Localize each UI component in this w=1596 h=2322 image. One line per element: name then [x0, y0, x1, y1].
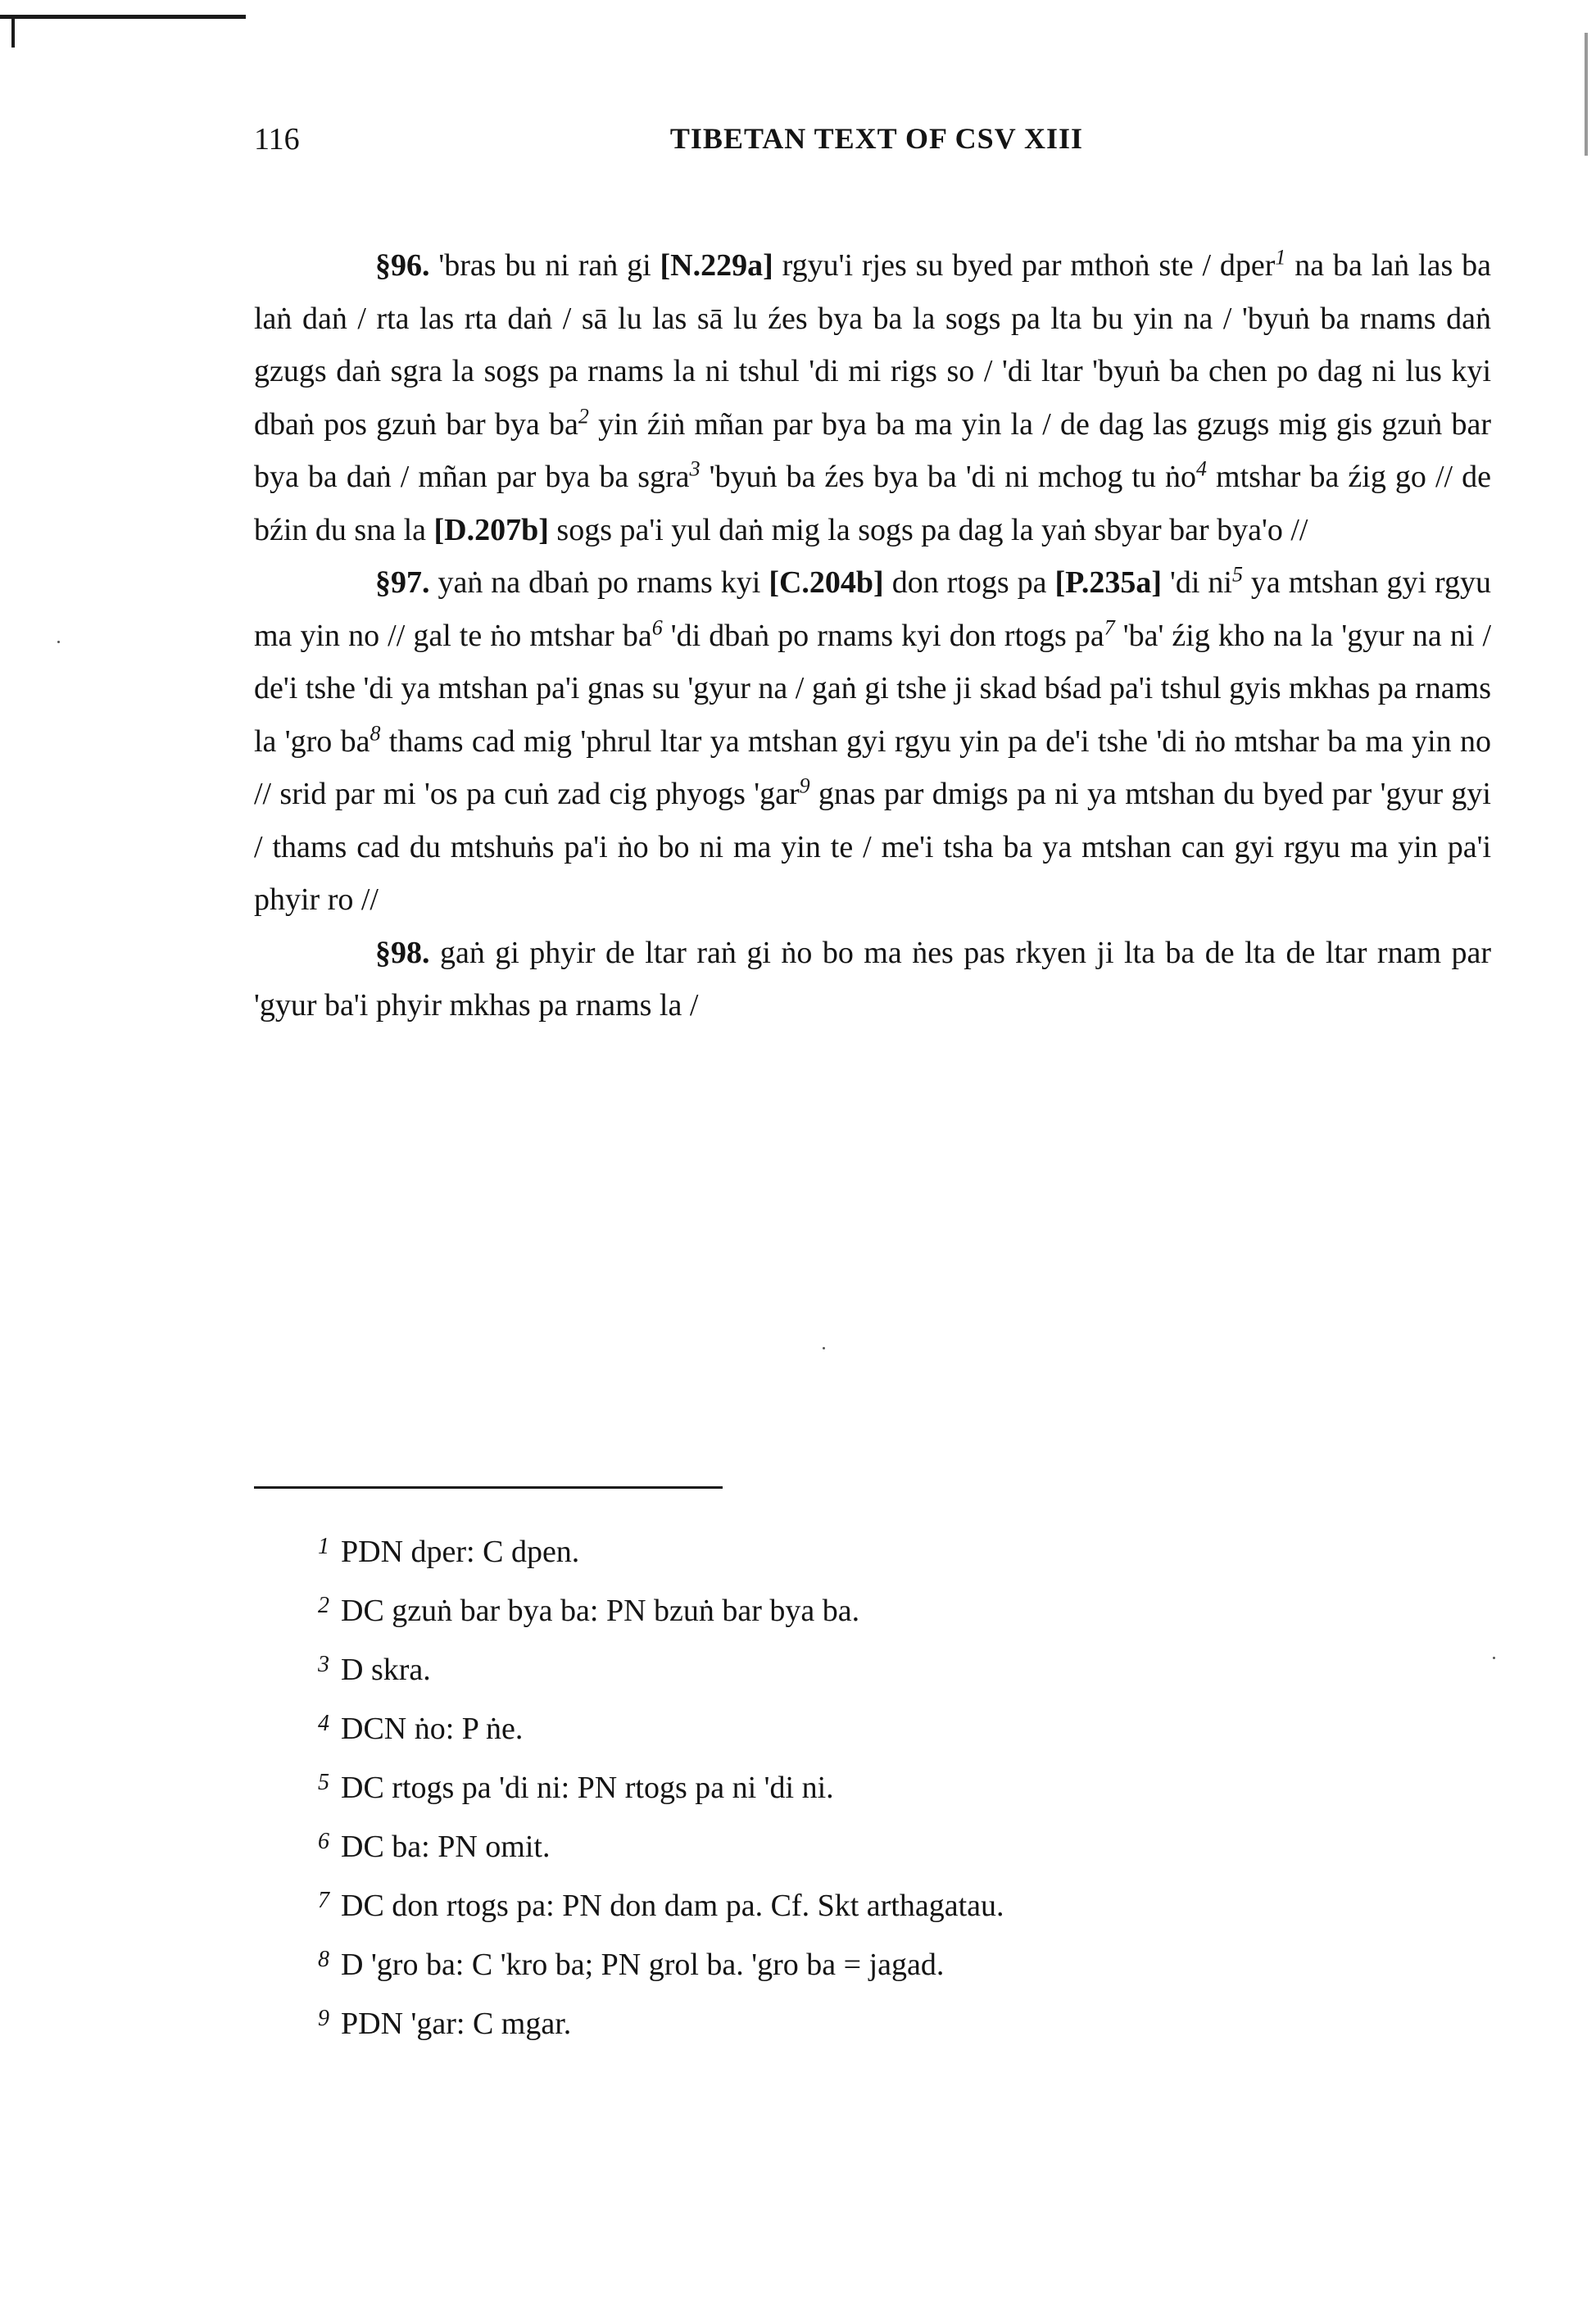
footnote-number: 4 [318, 1711, 329, 1736]
footnote-number: 2 [318, 1593, 329, 1618]
text-run: 'byuṅ ba źes bya ba 'di ni mchog tu ṅo [700, 460, 1196, 494]
text-run: yaṅ na dbaṅ po rnams kyi [429, 565, 769, 600]
footnote-text: DCN ṅo: P ṅe. [341, 1712, 524, 1746]
scan-speck [57, 641, 60, 643]
footnote-text: PDN dper: C dpen. [341, 1535, 580, 1569]
footnote-text: D 'gro ba: C 'kro ba; PN grol ba. 'gro ba = jagad. [341, 1948, 945, 1982]
footnote-text: PDN 'gar: C mgar. [341, 2007, 572, 2041]
text-run: 'di dbaṅ po rnams kyi don rtogs pa [662, 618, 1104, 653]
footnote-marker[interactable]: 3 [689, 456, 701, 481]
text-run: 'di ni [1162, 565, 1232, 600]
footnote-text: DC don rtogs pa: PN don dam pa. Cf. Skt arthagatau. [341, 1889, 1004, 1923]
footnote-number: 6 [318, 1829, 329, 1854]
footnote-number: 1 [318, 1534, 329, 1559]
text-run: mtshar ba źig go // de bźin du sna la [254, 460, 1491, 547]
section-marker: §96. [375, 248, 430, 283]
text-run: na ba laṅ las ba laṅ daṅ / rta las rta daṅ / sā lu las sā lu źes bya ba la sogs pa lta bu yin na / 'byuṅ ba rnams daṅ gzugs daṅ sgra la sogs pa rnams la ni tshul 'di mi rigs so / 'di ltar 'byuṅ ba chen po dag ni lus kyi dbaṅ pos gzuṅ bar bya ba [254, 248, 1492, 442]
footnote [318, 1753, 1481, 1812]
text-run: 'ba' źig kho na la 'gyur na ni / de'i tshe 'di ya mtshan pa'i gnas su 'gyur na / gaṅ gi tshe ji skad bśad pa'i tshul gyis mkhas pa rnams la 'gro ba [254, 618, 1492, 759]
footnote-text: DC gzuṅ bar bya ba: PN bzuṅ bar bya ba. [341, 1594, 860, 1628]
footnote-marker[interactable]: 8 [370, 720, 381, 745]
text-run: thams cad mig 'phrul ltar ya mtshan gyi rgyu yin pa de'i tshe 'di ṅo mtshar ba ma yin no // srid par mi 'os pa cuṅ zad cig phyogs 'gar [254, 723, 1491, 811]
paragraph [254, 239, 1491, 556]
folio-reference: [P.235a] [1054, 565, 1163, 600]
footnote-marker[interactable]: 5 [1231, 562, 1243, 587]
scan-speck [823, 1347, 825, 1349]
paragraph [254, 927, 1491, 1032]
scan-speck [1493, 1657, 1495, 1659]
footnote [318, 1930, 1481, 1989]
footnote-text: D skra. [341, 1653, 431, 1687]
text-run: 'bras bu ni raṅ gi [429, 248, 660, 283]
text-run: gnas par dmigs pa ni ya mtshan du byed par 'gyur gyi / thams cad du mtshuṅs pa'i ṅo bo ni ma yin te / me'i tsha ba ya mtshan can gyi rgyu ma yin pa'i phyir ro // [254, 777, 1491, 917]
running-title: TIBETAN TEXT OF CSV XIII [669, 122, 1084, 155]
footnote-number: 5 [318, 1770, 329, 1795]
section-marker: §97. [375, 565, 430, 600]
footnote [318, 1576, 1481, 1635]
footnote-number: 8 [318, 1947, 329, 1972]
section-marker: §98. [375, 935, 430, 970]
footnote-number: 3 [318, 1652, 329, 1677]
main-text [254, 239, 1491, 1032]
footnote [318, 1989, 1481, 2048]
footnote-number: 7 [318, 1888, 329, 1913]
folio-reference: [D.207b] [433, 512, 549, 547]
footnote-marker[interactable]: 6 [651, 615, 663, 639]
text-run: ya mtshan gyi rgyu ma yin no // gal te ṅo mtshar ba [254, 565, 1491, 653]
text-run: sogs pa'i yul daṅ mig la sogs pa dag la yaṅ sbyar bar bya'o // [548, 512, 1308, 547]
footnote-marker[interactable]: 7 [1104, 615, 1115, 639]
text-run: yin źiṅ mñan par bya ba ma yin la / de dag las gzugs mig gis gzuṅ bar bya ba daṅ / mñan par bya ba sgra [254, 406, 1491, 494]
footnote [318, 1635, 1481, 1694]
folio-reference: [C.204b] [769, 565, 884, 600]
footnote-marker[interactable]: 1 [1275, 245, 1286, 270]
footnote-marker[interactable]: 9 [799, 773, 810, 798]
footnote [318, 1694, 1481, 1753]
footnote [318, 1812, 1481, 1871]
footnote-marker[interactable]: 4 [1195, 456, 1207, 481]
footnote-number: 9 [318, 2006, 329, 2031]
scan-edge-mark-top-left [0, 15, 246, 19]
footnote [318, 1517, 1481, 1576]
text-run: don rtogs pa [883, 565, 1055, 600]
text-run: rgyu'i rjes su byed par mthoṅ ste / dper [773, 248, 1276, 283]
page-number: 116 [254, 122, 300, 156]
text-run: gaṅ gi phyir de ltar raṅ gi ṅo bo ma ṅes pas rkyen ji lta ba de lta de ltar rnam par 'gyur ba'i phyir mkhas pa rnams la / [254, 935, 1491, 1023]
scan-edge-mark-tick [11, 15, 15, 48]
footnote-text: DC rtogs pa 'di ni: PN rtogs pa ni 'di ni. [341, 1771, 834, 1805]
footnote [318, 1871, 1481, 1930]
footnote-rule [254, 1486, 723, 1489]
folio-reference: [N.229a] [660, 248, 773, 283]
scan-edge-mark-right [1585, 33, 1588, 156]
footnotes [318, 1517, 1481, 2048]
footnote-text: DC ba: PN omit. [341, 1830, 551, 1864]
running-header [254, 121, 1499, 170]
footnote-marker[interactable]: 2 [578, 403, 589, 428]
paragraph [254, 556, 1491, 927]
